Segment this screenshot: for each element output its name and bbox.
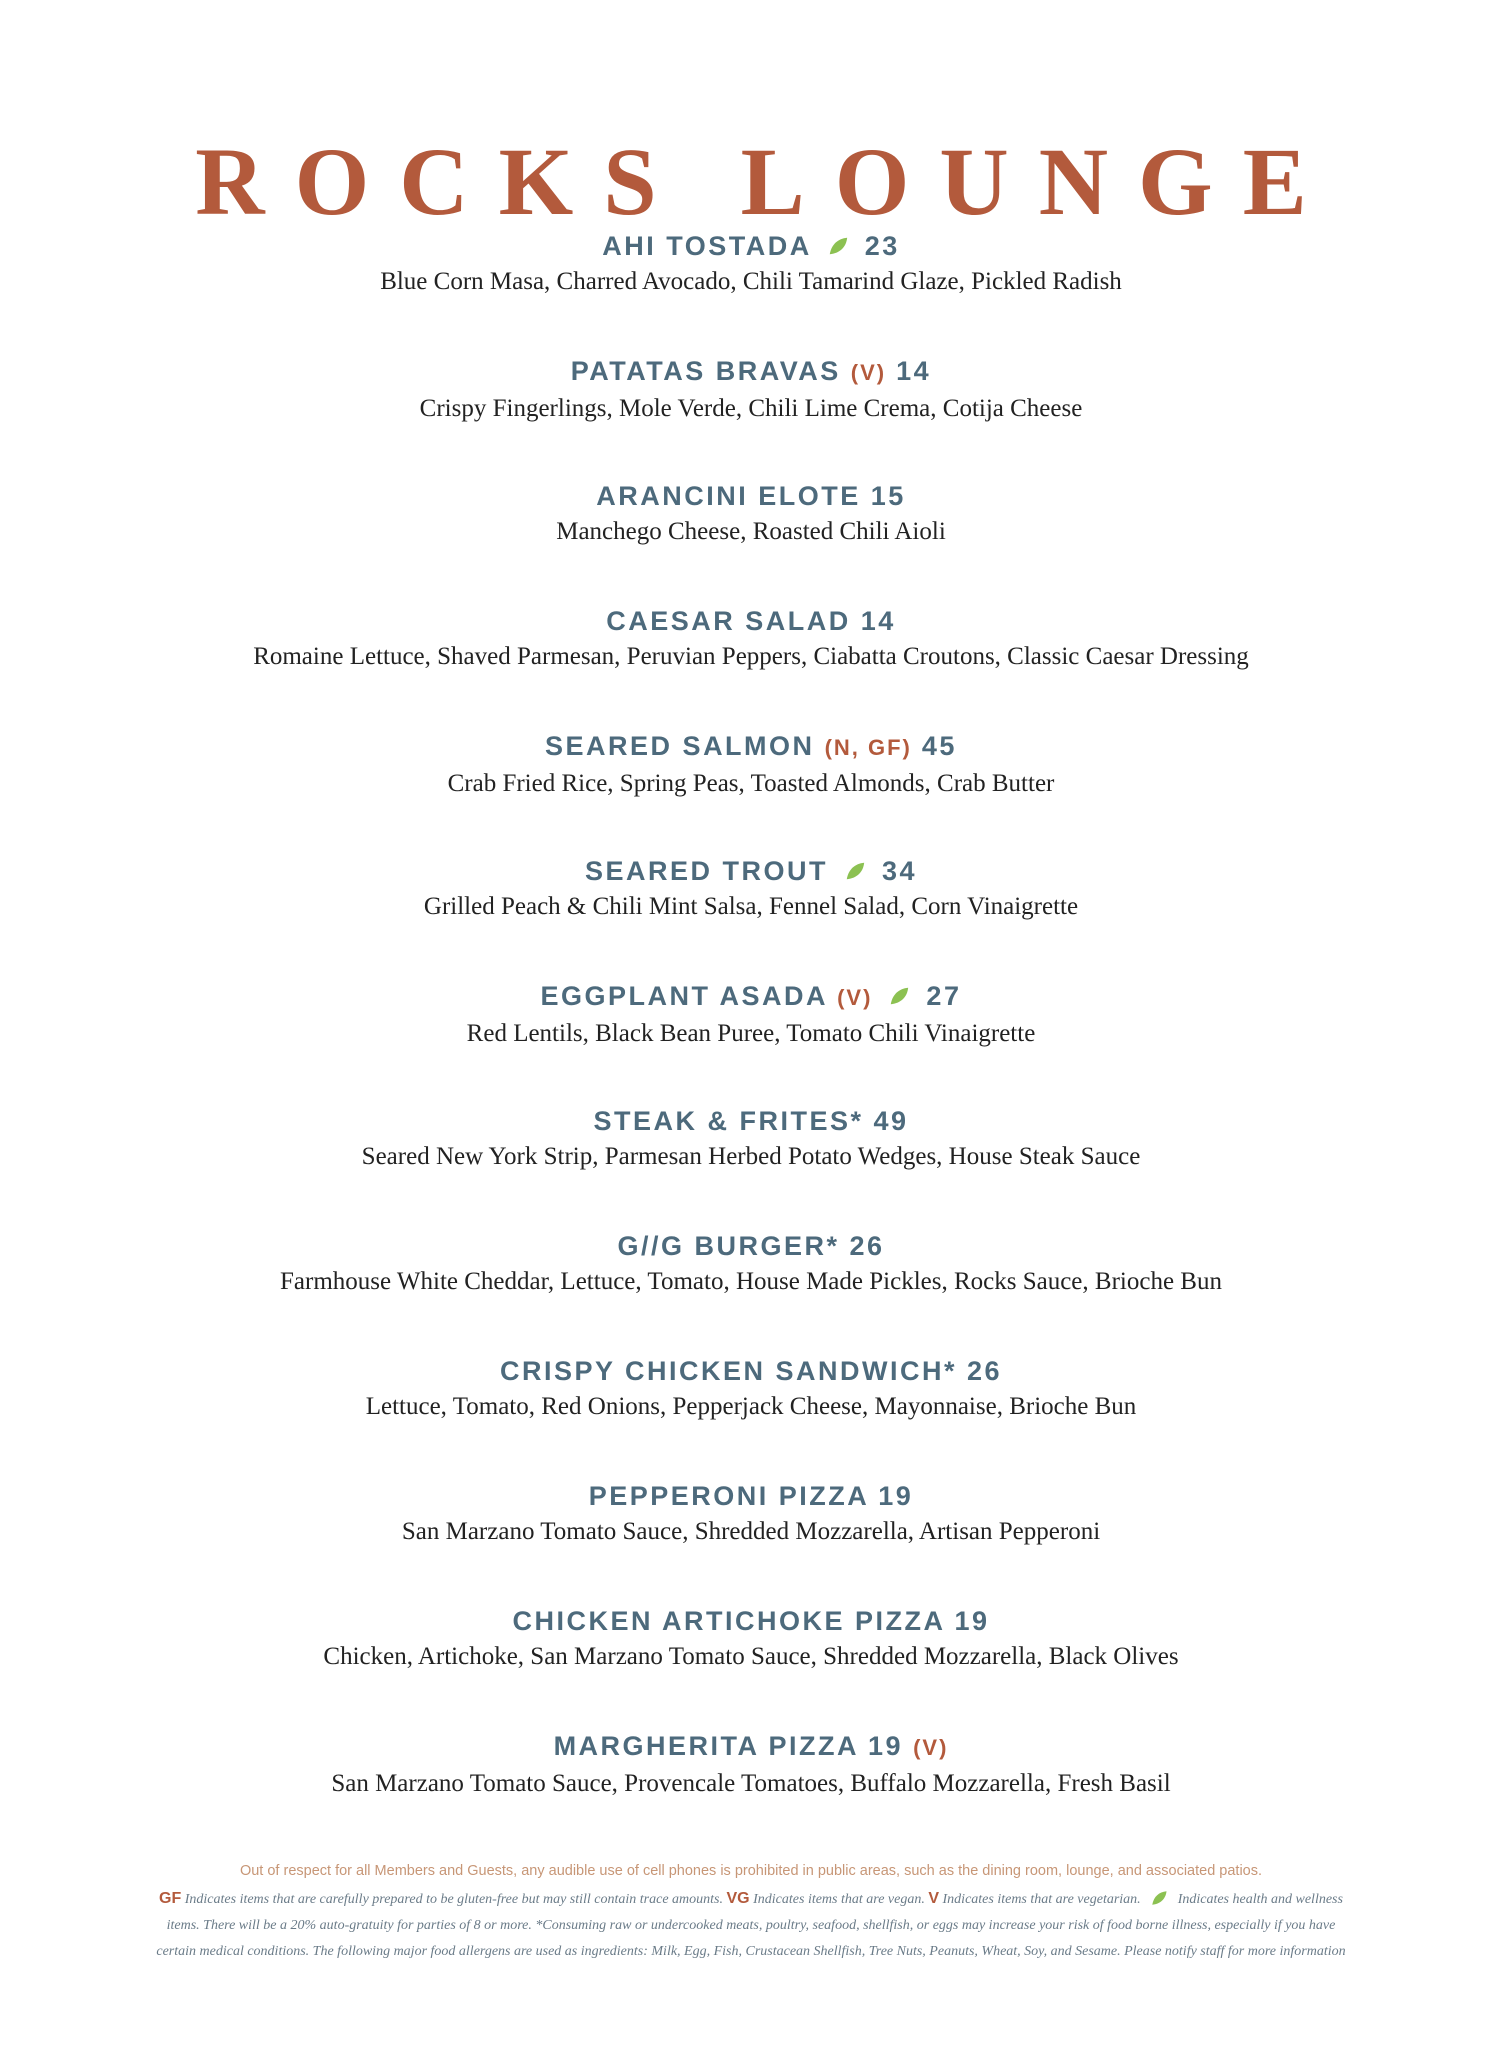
phone-notice: Out of respect for all Members and Guests, any audible use of cell phones is prohibited in public areas, such as the dining room, lounge, and associated patios.	[239, 1863, 1263, 1879]
menu-item	[0, 1477, 1502, 1602]
item-name: CAESAR SALAD 14	[606, 606, 896, 636]
item-name: PEPPERONI PIZZA 19	[588, 1481, 914, 1511]
dietary-tag: (V)	[913, 1735, 949, 1760]
legal-notes	[150, 1886, 1352, 1965]
item-heading	[0, 1477, 1502, 1515]
item-description: Chicken, Artichoke, San Marzano Tomato Sauce, Shredded Mozzarella, Black Olives	[323, 1643, 1179, 1670]
item-heading	[0, 852, 1502, 890]
gf-key: GF	[159, 1890, 182, 1907]
item-description: Lettuce, Tomato, Red Onions, Pepperjack Cheese, Mayonnaise, Brioche Bun	[365, 1393, 1137, 1420]
menu-item	[0, 852, 1502, 977]
item-description: San Marzano Tomato Sauce, Provencale Tomatoes, Buffalo Mozzarella, Fresh Basil	[331, 1770, 1171, 1797]
footer	[150, 1860, 1352, 1965]
item-name: G//G BURGER* 26	[617, 1231, 885, 1261]
menu-item	[0, 227, 1502, 352]
item-heading	[0, 352, 1502, 392]
item-heading	[0, 1227, 1502, 1265]
item-heading	[0, 1102, 1502, 1140]
item-price: 34	[882, 856, 918, 886]
dietary-tag: (N, GF)	[824, 735, 912, 760]
item-description: Romaine Lettuce, Shaved Parmesan, Peruvian Peppers, Ciabatta Croutons, Classic Caesar Dressing	[253, 643, 1249, 670]
item-heading	[0, 977, 1502, 1017]
item-heading	[0, 1727, 1502, 1767]
item-name: AHI TOSTADA	[602, 231, 811, 261]
item-heading	[0, 602, 1502, 640]
leaf-icon	[844, 860, 866, 882]
item-description: Crispy Fingerlings, Mole Verde, Chili Lime Crema, Cotija Cheese	[419, 395, 1083, 422]
leaf-text: Indicates health and wellness items. There will be a 20% auto-gratuity for parties of 8 or more. *Consuming raw or undercooked meats, poultry, seafood, shellfish, or eggs may increase your risk of food borne illness, especially if you have certain medical conditions. The following major food allergens are used as ingredients: Milk, Egg, Fish, Crustacean Shellfish, Tree Nuts, Peanuts, Wheat, Soy, and Sesame. Please notify staff for more information	[156, 1892, 1346, 1959]
menu-item	[0, 1227, 1502, 1352]
item-heading	[0, 477, 1502, 515]
menu-item	[0, 1727, 1502, 1852]
leaf-icon	[1150, 1889, 1168, 1907]
item-name: ARANCINI ELOTE 15	[596, 481, 906, 511]
menu-item	[0, 1602, 1502, 1727]
item-description: San Marzano Tomato Sauce, Shredded Mozzarella, Artisan Pepperoni	[401, 1518, 1101, 1545]
item-description: Seared New York Strip, Parmesan Herbed Potato Wedges, House Steak Sauce	[361, 1143, 1141, 1170]
leaf-icon	[827, 235, 849, 257]
v-key: V	[928, 1890, 940, 1907]
item-name: CRISPY CHICKEN SANDWICH* 26	[499, 1356, 1003, 1386]
item-description: Farmhouse White Cheddar, Lettuce, Tomato, House Made Pickles, Rocks Sauce, Brioche Bun	[280, 1268, 1222, 1295]
menu-title: ROCKS LOUNGE	[195, 128, 1337, 236]
item-heading	[0, 1602, 1502, 1640]
menu-item	[0, 1352, 1502, 1477]
item-name: SEARED TROUT	[584, 856, 828, 886]
menu-item	[0, 1102, 1502, 1227]
dietary-tag: (V)	[837, 985, 873, 1010]
item-description: Grilled Peach & Chili Mint Salsa, Fennel Salad, Corn Vinaigrette	[423, 893, 1079, 920]
item-description: Manchego Cheese, Roasted Chili Aioli	[556, 518, 946, 545]
item-name: CHICKEN ARTICHOKE PIZZA 19	[512, 1606, 990, 1636]
menu-list	[0, 227, 1502, 1852]
item-description: Crab Fried Rice, Spring Peas, Toasted Almonds, Crab Butter	[447, 770, 1055, 797]
item-price: 27	[926, 981, 962, 1011]
vg-text: Indicates items that are vegan.	[753, 1892, 925, 1907]
item-name: PATATAS BRAVAS	[570, 356, 841, 386]
item-price: 45	[921, 731, 957, 761]
item-name: STEAK & FRITES* 49	[593, 1106, 909, 1136]
item-heading	[0, 727, 1502, 767]
v-text: Indicates items that are vegetarian.	[942, 1892, 1141, 1907]
item-description: Blue Corn Masa, Charred Avocado, Chili Tamarind Glaze, Pickled Radish	[380, 268, 1122, 295]
item-name: MARGHERITA PIZZA 19	[553, 1731, 904, 1761]
leaf-icon	[888, 985, 910, 1007]
item-heading	[0, 227, 1502, 265]
menu-item	[0, 977, 1502, 1102]
item-description: Red Lentils, Black Bean Puree, Tomato Chili Vinaigrette	[466, 1020, 1036, 1047]
menu-item	[0, 727, 1502, 852]
menu-item	[0, 602, 1502, 727]
dietary-tag: (V)	[850, 360, 887, 385]
item-name: EGGPLANT ASADA	[540, 981, 828, 1011]
item-heading	[0, 1352, 1502, 1390]
item-price: 14	[896, 356, 932, 386]
gf-text: Indicates items that are carefully prepared to be gluten-free but may still contain trace amounts.	[184, 1892, 723, 1907]
item-name: SEARED SALMON	[545, 731, 815, 761]
menu-item	[0, 477, 1502, 602]
menu-item	[0, 352, 1502, 477]
item-price: 23	[864, 231, 900, 261]
vg-key: VG	[726, 1890, 750, 1907]
